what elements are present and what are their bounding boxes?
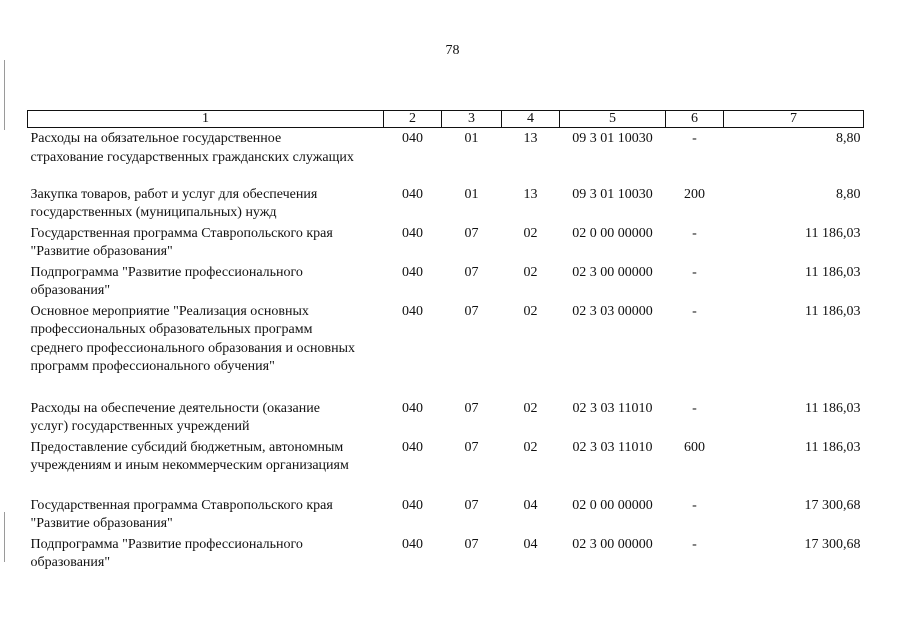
subsection-code: 02 — [523, 264, 538, 280]
item-name-line: государственных (муниципальных) нужд — [30, 205, 277, 220]
item-name — [28, 400, 384, 439]
item-name-line: Расходы на обязательное государственное — [30, 131, 282, 146]
amount: 11 186,03 — [805, 439, 861, 455]
item-name — [28, 264, 384, 303]
amount: 11 186,03 — [805, 225, 861, 241]
section-code: 07 — [464, 536, 479, 552]
table-row — [28, 303, 864, 400]
item-name — [28, 225, 384, 264]
table-row — [28, 439, 864, 497]
item-name-line: услуг) государственных учреждений — [30, 419, 250, 434]
target-article-code: 02 3 03 00000 — [572, 303, 653, 319]
section-code: 01 — [464, 186, 479, 202]
column-header: 5 — [560, 111, 666, 128]
target-article-code: 02 3 00 00000 — [572, 536, 653, 552]
margin-mark — [4, 512, 5, 562]
expense-type-code: - — [692, 264, 697, 280]
amount: 8,80 — [836, 186, 861, 202]
amount: 11 186,03 — [805, 303, 861, 319]
item-name — [28, 303, 384, 400]
target-article-code: 02 3 00 00000 — [572, 264, 653, 280]
section-code: 07 — [464, 264, 479, 280]
amount: 11 186,03 — [805, 264, 861, 280]
item-name-line: Закупка товаров, работ и услуг для обеспечения — [30, 186, 318, 202]
item-name-line: образования" — [30, 283, 111, 298]
subsection-code: 02 — [523, 400, 538, 416]
ministry-code: 040 — [402, 536, 423, 552]
ministry-code: 040 — [402, 186, 423, 202]
item-name-line: Расходы на обеспечение деятельности (оказание — [30, 400, 320, 416]
section-code: 07 — [464, 497, 479, 513]
column-header: 3 — [442, 111, 502, 128]
item-name-line: профессиональных образовательных программ — [30, 322, 313, 337]
margin-mark — [4, 60, 5, 130]
section-code: 01 — [464, 131, 479, 146]
expense-type-code: - — [692, 303, 697, 319]
expense-type-code: 600 — [684, 439, 705, 455]
subsection-code: 04 — [523, 536, 538, 552]
expense-type-code: - — [692, 536, 697, 552]
item-name-line: страхование государственных гражданских служащих — [30, 149, 354, 165]
section-code: 07 — [464, 400, 479, 416]
target-article-code: 02 0 00 00000 — [572, 225, 653, 241]
item-name — [28, 186, 384, 225]
subsection-code: 02 — [523, 225, 538, 241]
target-article-code: 02 3 03 11010 — [572, 439, 653, 455]
subsection-code: 02 — [523, 439, 538, 455]
item-name-line: Подпрограмма "Развитие профессионального — [30, 536, 303, 552]
target-article-code: 02 0 00 00000 — [572, 497, 653, 513]
ministry-code: 040 — [402, 131, 423, 146]
subsection-code: 04 — [523, 497, 538, 513]
item-name-line: среднего профессионального образования и основных — [30, 340, 356, 356]
amount: 8,80 — [836, 131, 861, 146]
ministry-code: 040 — [402, 225, 423, 241]
item-name — [28, 128, 384, 186]
expense-type-code: 200 — [684, 186, 705, 202]
budget-table — [27, 110, 864, 575]
target-article-code: 09 3 01 10030 — [572, 131, 653, 146]
item-name-line: Подпрограмма "Развитие профессионального — [30, 264, 303, 280]
column-header: 7 — [724, 111, 864, 128]
table-row — [28, 264, 864, 303]
subsection-code: 13 — [523, 131, 538, 146]
column-header: 1 — [28, 111, 384, 128]
item-name-line: образования" — [30, 555, 111, 570]
ministry-code: 040 — [402, 497, 423, 513]
table-row — [28, 536, 864, 575]
target-article-code: 02 3 03 11010 — [572, 400, 653, 416]
item-name — [28, 536, 384, 575]
column-header: 6 — [666, 111, 724, 128]
section-code: 07 — [464, 439, 479, 455]
expense-type-code: - — [692, 225, 697, 241]
item-name-line: "Развитие образования" — [30, 244, 173, 259]
expense-type-code: - — [692, 400, 697, 416]
section-code: 07 — [464, 225, 479, 241]
expense-type-code: - — [692, 497, 697, 513]
subsection-code: 13 — [523, 186, 538, 202]
item-name-line: "Развитие образования" — [30, 516, 173, 531]
expense-type-code: - — [692, 131, 697, 146]
table-row — [28, 186, 864, 225]
item-name-line: программ профессионального обучения" — [30, 359, 275, 374]
subsection-code: 02 — [523, 303, 538, 319]
table-row — [28, 497, 864, 536]
table-row — [28, 225, 864, 264]
column-header: 4 — [502, 111, 560, 128]
item-name-line: Предоставление субсидий бюджетным, автономным — [30, 439, 344, 455]
amount: 17 300,68 — [804, 497, 861, 513]
amount: 11 186,03 — [805, 400, 861, 416]
item-name-line: учреждениям и иным некоммерческим организациям — [30, 458, 349, 473]
ministry-code: 040 — [402, 439, 423, 455]
item-name — [28, 439, 384, 497]
ministry-code: 040 — [402, 264, 423, 280]
item-name-line: Государственная программа Ставропольского края — [30, 225, 333, 241]
item-name-line: Государственная программа Ставропольского края — [30, 497, 333, 513]
target-article-code: 09 3 01 10030 — [572, 186, 653, 202]
table-row — [28, 400, 864, 439]
section-code: 07 — [464, 303, 479, 319]
item-name-line: Основное мероприятие "Реализация основных — [30, 303, 309, 319]
table-body — [28, 128, 864, 575]
amount: 17 300,68 — [804, 536, 861, 552]
item-name — [28, 497, 384, 536]
ministry-code: 040 — [402, 303, 423, 319]
column-header: 2 — [384, 111, 442, 128]
ministry-code: 040 — [402, 400, 423, 416]
table-row — [28, 128, 864, 186]
page-number: 78 — [445, 43, 460, 58]
column-number-row — [28, 111, 864, 128]
